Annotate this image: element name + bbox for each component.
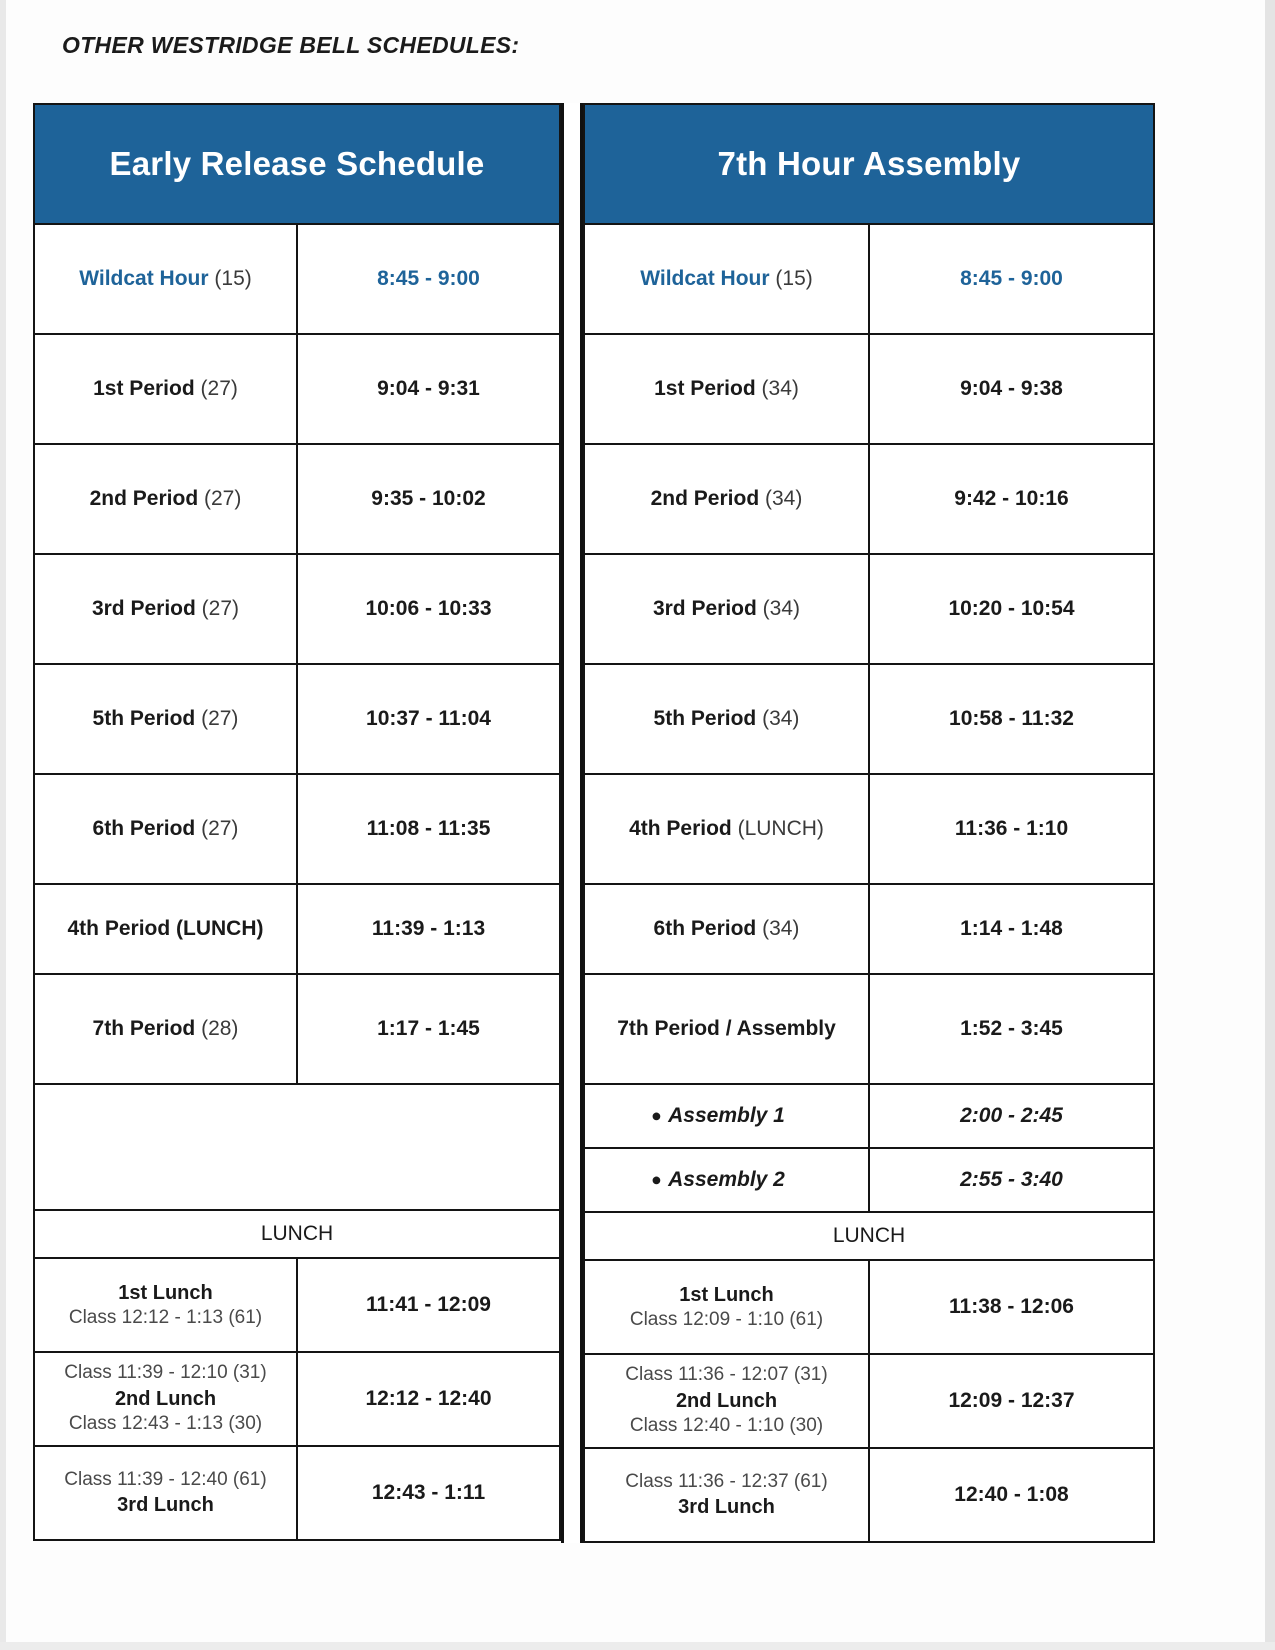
period-time: 10:06 - 10:33 — [297, 554, 560, 664]
early-release-header: Early Release Schedule — [34, 104, 560, 224]
period-minutes: (LUNCH) — [737, 817, 824, 840]
period-label: Wildcat Hour — [640, 267, 770, 290]
lunch-class-below: Class 12:40 - 1:10 (30) — [629, 1415, 824, 1436]
lunch-name — [584, 1354, 869, 1448]
period-minutes: (27) — [201, 707, 239, 730]
lunch-section-header: LUNCH — [584, 1212, 1154, 1260]
lunch-name — [34, 1352, 297, 1446]
table-row — [584, 1354, 1154, 1448]
period-name — [34, 554, 297, 664]
table-row — [34, 664, 560, 774]
seventh-hour-assembly-schedule-table — [583, 103, 1155, 1543]
page-title: OTHER WESTRIDGE BELL SCHEDULES: — [62, 32, 520, 58]
period-time: 8:45 - 9:00 — [869, 224, 1154, 334]
assembly-label: Assembly 2 — [668, 1168, 785, 1191]
lunch-name — [34, 1446, 297, 1540]
period-name — [34, 774, 297, 884]
period-minutes: (15) — [775, 267, 813, 290]
lunch-name — [584, 1260, 869, 1354]
lunch-time: 11:41 - 12:09 — [297, 1258, 560, 1352]
table-row — [584, 664, 1154, 774]
period-name — [584, 224, 869, 334]
lunch-name — [584, 1448, 869, 1542]
lunch-class-below: Class 12:09 - 1:10 (61) — [629, 1308, 824, 1330]
period-minutes: (27) — [200, 377, 238, 400]
period-time: 9:04 - 9:38 — [869, 334, 1154, 444]
table-row — [584, 774, 1154, 884]
table-row — [34, 444, 560, 554]
period-label: 7th Period / Assembly — [617, 1017, 836, 1040]
lunch-class-below: Class 12:43 - 1:13 (30) — [68, 1413, 263, 1434]
lunch-section-header-row — [34, 1210, 560, 1258]
assembly-label: Assembly 1 — [668, 1104, 785, 1127]
period-name — [584, 774, 869, 884]
table-row — [34, 1446, 560, 1540]
lunch-label: 1st Lunch — [118, 1281, 213, 1304]
table-row — [34, 224, 560, 334]
lunch-label: 1st Lunch — [679, 1283, 774, 1306]
period-label: 5th Period — [653, 707, 757, 730]
lunch-label: 2nd Lunch — [675, 1390, 778, 1412]
period-name — [34, 334, 297, 444]
period-time: 10:58 - 11:32 — [869, 664, 1154, 774]
period-minutes: (34) — [765, 487, 803, 510]
period-time: 9:42 - 10:16 — [869, 444, 1154, 554]
period-label: 4th Period (LUNCH) — [67, 917, 264, 940]
period-label: 6th Period — [653, 917, 757, 940]
lunch-time: 12:12 - 12:40 — [297, 1352, 560, 1446]
period-name — [34, 444, 297, 554]
schedules-container — [33, 103, 1155, 1543]
period-label: 7th Period — [92, 1017, 196, 1040]
table-separator — [561, 103, 583, 1543]
period-name — [34, 224, 297, 334]
table-row — [34, 974, 560, 1084]
period-time: 1:14 - 1:48 — [869, 884, 1154, 974]
period-label: 2nd Period — [650, 487, 760, 510]
period-time: 9:04 - 9:31 — [297, 334, 560, 444]
seventh-hour-assembly-header: 7th Hour Assembly — [584, 104, 1154, 224]
lunch-time: 12:40 - 1:08 — [869, 1448, 1154, 1542]
period-time: 10:20 - 10:54 — [869, 554, 1154, 664]
period-name — [584, 884, 869, 974]
table-row — [584, 1260, 1154, 1354]
table-row-empty — [34, 1084, 560, 1210]
assembly-name — [584, 1148, 869, 1212]
period-minutes: (27) — [204, 487, 242, 510]
lunch-label: 2nd Lunch — [114, 1388, 217, 1410]
lunch-label: 3rd Lunch — [117, 1494, 214, 1517]
period-label: 1st Period — [654, 377, 756, 400]
period-name — [584, 334, 869, 444]
table-row — [34, 554, 560, 664]
period-minutes: (34) — [761, 377, 799, 400]
period-name — [584, 554, 869, 664]
period-time: 11:36 - 1:10 — [869, 774, 1154, 884]
table-row — [584, 974, 1154, 1084]
table-row — [34, 334, 560, 444]
period-time: 10:37 - 11:04 — [297, 664, 560, 774]
table-row — [34, 884, 560, 974]
lunch-time: 12:09 - 12:37 — [869, 1354, 1154, 1448]
period-name — [584, 444, 869, 554]
lunch-class-above: Class 11:36 - 12:07 (31) — [625, 1364, 828, 1386]
period-minutes: (34) — [762, 917, 800, 940]
period-minutes: (34) — [762, 707, 800, 730]
lunch-section-header-row — [584, 1212, 1154, 1260]
lunch-section-header: LUNCH — [34, 1210, 560, 1258]
lunch-class-above: Class 11:39 - 12:40 (61) — [64, 1468, 267, 1490]
period-label: 4th Period — [629, 817, 732, 840]
period-label: 3rd Period — [652, 597, 757, 620]
period-time: 11:39 - 1:13 — [297, 884, 560, 974]
period-minutes: (15) — [214, 267, 252, 290]
page-edge-right — [1265, 0, 1275, 1650]
early-release-schedule-table — [33, 103, 561, 1541]
period-minutes: (34) — [762, 597, 801, 620]
period-time: 8:45 - 9:00 — [297, 224, 560, 334]
table-row — [584, 224, 1154, 334]
period-time: 9:35 - 10:02 — [297, 444, 560, 554]
lunch-class-above: Class 11:36 - 12:37 (61) — [625, 1470, 828, 1492]
period-name — [584, 974, 869, 1084]
period-name — [34, 974, 297, 1084]
period-label: 3rd Period — [91, 597, 196, 620]
bullet-icon: ● — [651, 1169, 662, 1190]
table-row — [584, 884, 1154, 974]
assembly-row — [584, 1148, 1154, 1212]
lunch-class-below: Class 12:12 - 1:13 (61) — [68, 1306, 263, 1328]
period-time: 1:52 - 3:45 — [869, 974, 1154, 1084]
period-time: 1:17 - 1:45 — [297, 974, 560, 1084]
lunch-class-above: Class 11:39 - 12:10 (31) — [64, 1362, 267, 1384]
assembly-time: 2:55 - 3:40 — [869, 1148, 1154, 1212]
empty-cell — [34, 1084, 560, 1210]
period-label: 2nd Period — [89, 487, 199, 510]
period-name — [34, 884, 297, 974]
period-time: 11:08 - 11:35 — [297, 774, 560, 884]
table-row — [584, 444, 1154, 554]
table-row — [34, 1258, 560, 1352]
table-row — [584, 334, 1154, 444]
assembly-time: 2:00 - 2:45 — [869, 1084, 1154, 1148]
assembly-row — [584, 1084, 1154, 1148]
lunch-label: 3rd Lunch — [678, 1496, 775, 1519]
period-minutes: (27) — [201, 817, 239, 840]
table-row — [584, 1448, 1154, 1542]
page-edge-bottom — [0, 1642, 1275, 1650]
lunch-time: 11:38 - 12:06 — [869, 1260, 1154, 1354]
period-label: 5th Period — [92, 707, 196, 730]
assembly-name — [584, 1084, 869, 1148]
period-minutes: (28) — [201, 1017, 239, 1040]
page-edge-left — [0, 0, 6, 1650]
period-name — [584, 664, 869, 774]
period-minutes: (27) — [201, 597, 240, 620]
period-name — [34, 664, 297, 774]
table-row — [34, 774, 560, 884]
table-row — [34, 1352, 560, 1446]
period-label: Wildcat Hour — [79, 267, 209, 290]
lunch-time: 12:43 - 1:11 — [297, 1446, 560, 1540]
lunch-name — [34, 1258, 297, 1352]
bullet-icon: ● — [651, 1105, 662, 1126]
table-row — [584, 554, 1154, 664]
period-label: 1st Period — [93, 377, 195, 400]
period-label: 6th Period — [92, 817, 196, 840]
